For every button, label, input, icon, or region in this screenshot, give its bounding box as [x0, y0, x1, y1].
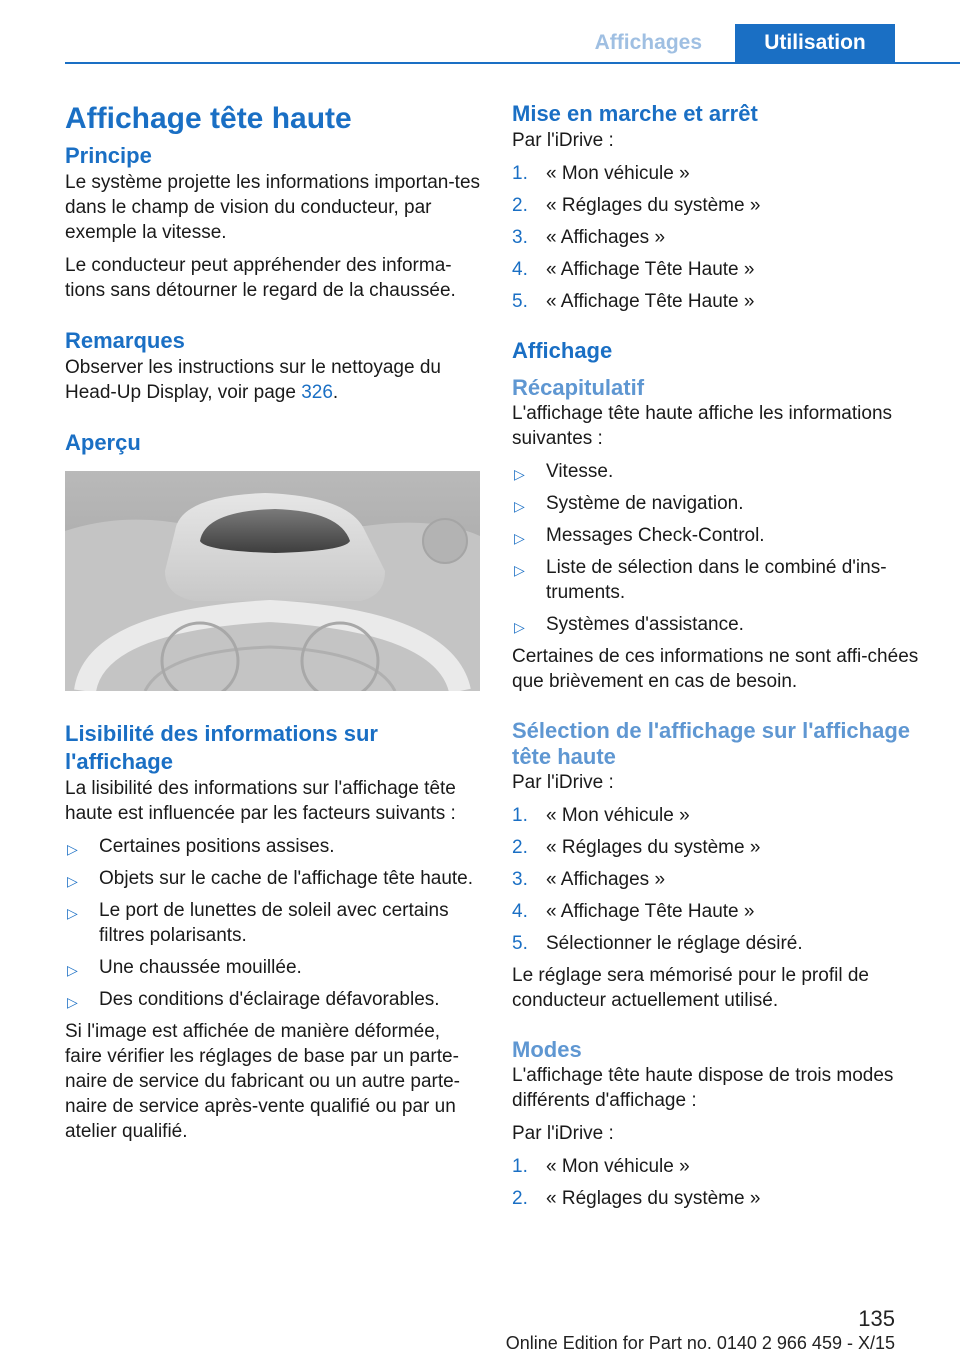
- list-item: ▷ Système de navigation.: [512, 491, 932, 516]
- list-item: 5. Sélectionner le réglage désiré.: [512, 933, 803, 954]
- list-item: 2. « Réglages du système »: [512, 195, 761, 216]
- lisibilite-heading: Lisibilité des informations sur l'affichage: [65, 721, 378, 774]
- list-item: ▷ Une chaussée mouillée.: [65, 955, 480, 980]
- lisibilite-intro: La lisibilité des informations sur l'affichage tête haute est influencée par les facteurs suivants :: [65, 778, 456, 824]
- list-item: 4. « Affichage Tête Haute »: [512, 259, 755, 280]
- list-item: 3. « Affichages »: [512, 869, 666, 890]
- triangle-right-icon: ▷: [67, 962, 78, 978]
- triangle-right-icon: ▷: [514, 619, 525, 635]
- recap-list: [512, 459, 932, 637]
- list-item: 4. « Affichage Tête Haute »: [512, 901, 755, 922]
- triangle-right-icon: ▷: [514, 562, 525, 578]
- triangle-right-icon: ▷: [514, 498, 525, 514]
- right-column: [512, 100, 932, 1218]
- triangle-right-icon: ▷: [67, 841, 78, 857]
- lisibilite-list: [65, 834, 480, 1012]
- principe-heading: Principe: [65, 143, 152, 168]
- affichage-heading: Affichage: [512, 338, 613, 363]
- triangle-right-icon: ▷: [67, 873, 78, 889]
- selection-heading: Sélection de l'affichage sur l'affichage tête haute: [512, 718, 911, 769]
- list-item: ▷ Certaines positions assises.: [65, 834, 480, 859]
- mise-steps: [512, 161, 932, 314]
- list-item: ▷ Objets sur le cache de l'affichage tête haute.: [65, 866, 480, 891]
- remarques-heading: Remarques: [65, 328, 185, 353]
- left-column: [65, 100, 480, 1152]
- triangle-right-icon: ▷: [514, 466, 525, 482]
- recap-heading: Récapitulatif: [512, 375, 645, 400]
- list-item: ▷ Le port de lunettes de soleil avec certains filtres polarisants.: [67, 900, 449, 946]
- triangle-right-icon: ▷: [67, 994, 78, 1010]
- modes-intro: Par l'iDrive :: [512, 1123, 614, 1144]
- apercu-heading: Aperçu: [65, 430, 141, 455]
- remarques-text: Observer les instructions sur le nettoyage du Head-Up Display, voir page 326.: [65, 357, 441, 403]
- lisibilite-outro: Si l'image est affichée de manière déformée, faire vérifier les réglages de base par un parte-naire de service du fabricant ou un autre parte-naire de service après-vente qualifié ou par un atelier qualifié.: [65, 1021, 461, 1142]
- list-item: ▷ Vitesse.: [512, 459, 932, 484]
- principe-text-1: Le système projette les informations importan-tes dans le champ de vision du conducteur, par exemple la vitesse.: [65, 172, 481, 243]
- list-item: 1. « Mon véhicule »: [512, 163, 690, 184]
- list-item: 1. « Mon véhicule »: [512, 805, 690, 826]
- modes-steps: [512, 1154, 932, 1211]
- list-item: 2. « Réglages du système »: [512, 837, 761, 858]
- modes-heading: Modes: [512, 1037, 582, 1062]
- edition-footer: Online Edition for Part no. 0140 2 966 459 - X/15: [505, 1333, 895, 1353]
- selection-steps: [512, 803, 932, 956]
- list-item: ▷ Systèmes d'assistance.: [512, 612, 932, 637]
- selection-outro: Le réglage sera mémorisé pour le profil de conducteur actuellement utilisé.: [512, 965, 869, 1011]
- list-item: ▷ Des conditions d'éclairage défavorables.: [65, 987, 480, 1012]
- page-link[interactable]: 326: [301, 382, 333, 403]
- mise-heading: Mise en marche et arrêt: [512, 101, 758, 126]
- head-up-display-photo: [65, 471, 480, 691]
- list-item: ▷ Liste de sélection dans le combiné d'ins-truments.: [514, 557, 887, 603]
- list-item: 3. « Affichages »: [512, 227, 666, 248]
- recap-intro: L'affichage tête haute affiche les informations suivantes :: [512, 403, 893, 449]
- list-item: ▷ Messages Check-Control.: [512, 523, 932, 548]
- modes-text: L'affichage tête haute dispose de trois modes différents d'affichage :: [512, 1065, 894, 1111]
- principe-text-2: Le conducteur peut appréhender des informa-tions sans détourner le regard de la chaussée.: [65, 255, 456, 301]
- page-title: Affichage tête haute: [65, 102, 352, 135]
- recap-outro: Certaines de ces informations ne sont affi-chées que brièvement en cas de besoin.: [512, 646, 919, 692]
- list-item: 2. « Réglages du système »: [512, 1188, 761, 1209]
- chapter-tab[interactable]: Utilisation: [735, 24, 895, 62]
- list-item: 1. « Mon véhicule »: [512, 1156, 690, 1177]
- triangle-right-icon: ▷: [67, 905, 78, 921]
- selection-intro: Par l'iDrive :: [512, 772, 614, 793]
- list-item: 5. « Affichage Tête Haute »: [512, 291, 755, 312]
- triangle-right-icon: ▷: [514, 530, 525, 546]
- mise-intro: Par l'iDrive :: [512, 130, 614, 151]
- page-number: 135: [858, 1306, 895, 1331]
- section-tab[interactable]: Affichages: [594, 31, 702, 54]
- page-header: [65, 24, 960, 64]
